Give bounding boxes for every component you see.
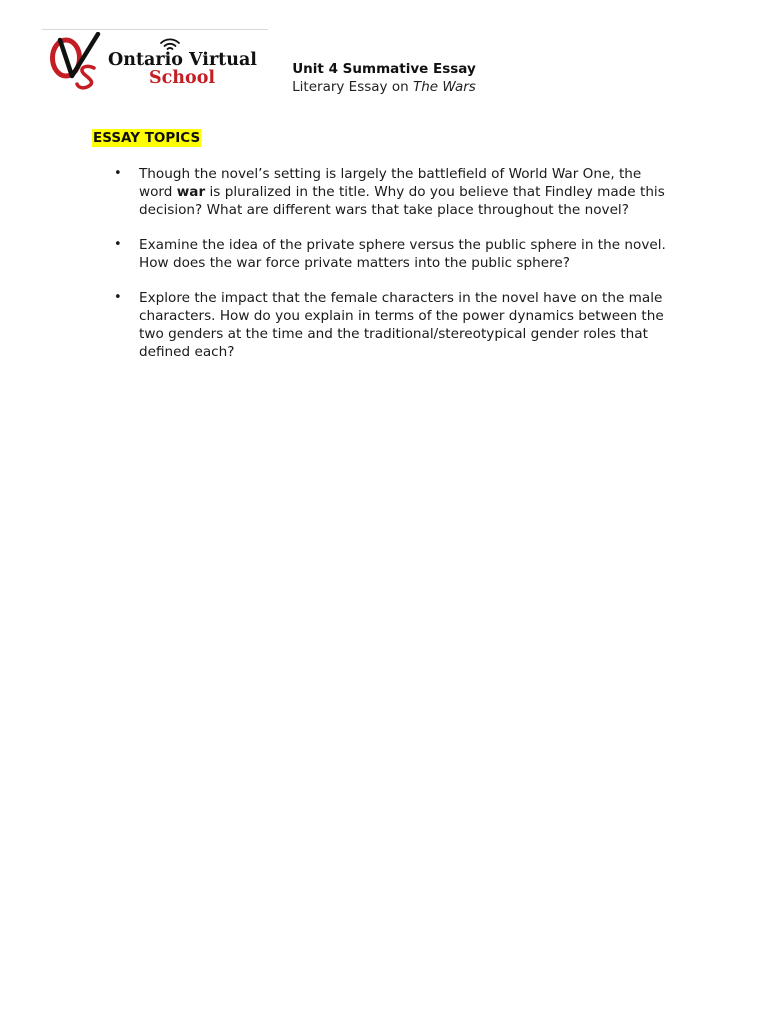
essay-topic-1 (110, 165, 670, 219)
logo-divider (42, 29, 268, 30)
topic-2-text: Examine the idea of the private sphere versus the public sphere in the novel. How does the war force private matters into the public sphere? (139, 237, 666, 271)
bullet-icon: • (114, 166, 122, 181)
ovs-monogram-icon (46, 32, 108, 90)
logo-text-school: School (149, 68, 216, 88)
school-logo (46, 32, 270, 90)
essay-topics-heading: ESSAY TOPICS (93, 130, 201, 146)
topic-1-bold-word: war (176, 184, 206, 200)
wifi-signal-icon (159, 37, 181, 51)
subtitle-book-title: The Wars (412, 79, 476, 95)
essay-topic-3 (110, 289, 670, 361)
essay-topic-2 (110, 236, 670, 272)
bullet-icon: • (114, 290, 122, 305)
topic-1-text-before: Though the novel’s setting is largely the battlefield of World War One, the word (139, 166, 642, 200)
subtitle-prefix: Literary Essay on (292, 79, 413, 95)
document-header (280, 60, 488, 96)
essay-topics-list (110, 165, 670, 378)
topic-3-text: Explore the impact that the female characters in the novel have on the male characters. How do you explain in terms of the power dynamics between the two genders at the time and the traditional/stereotypical gender roles that defined each? (139, 290, 664, 360)
document-title: Unit 4 Summative Essay (292, 61, 476, 77)
document-subtitle (280, 78, 488, 96)
logo-text-ontario-virtual: Ontario Virtual (108, 50, 257, 70)
topic-1-text-after: is pluralized in the title. Why do you believe that Findley made this decision? What are different wars that take place throughout the novel? (139, 184, 665, 218)
bullet-icon: • (114, 237, 122, 252)
